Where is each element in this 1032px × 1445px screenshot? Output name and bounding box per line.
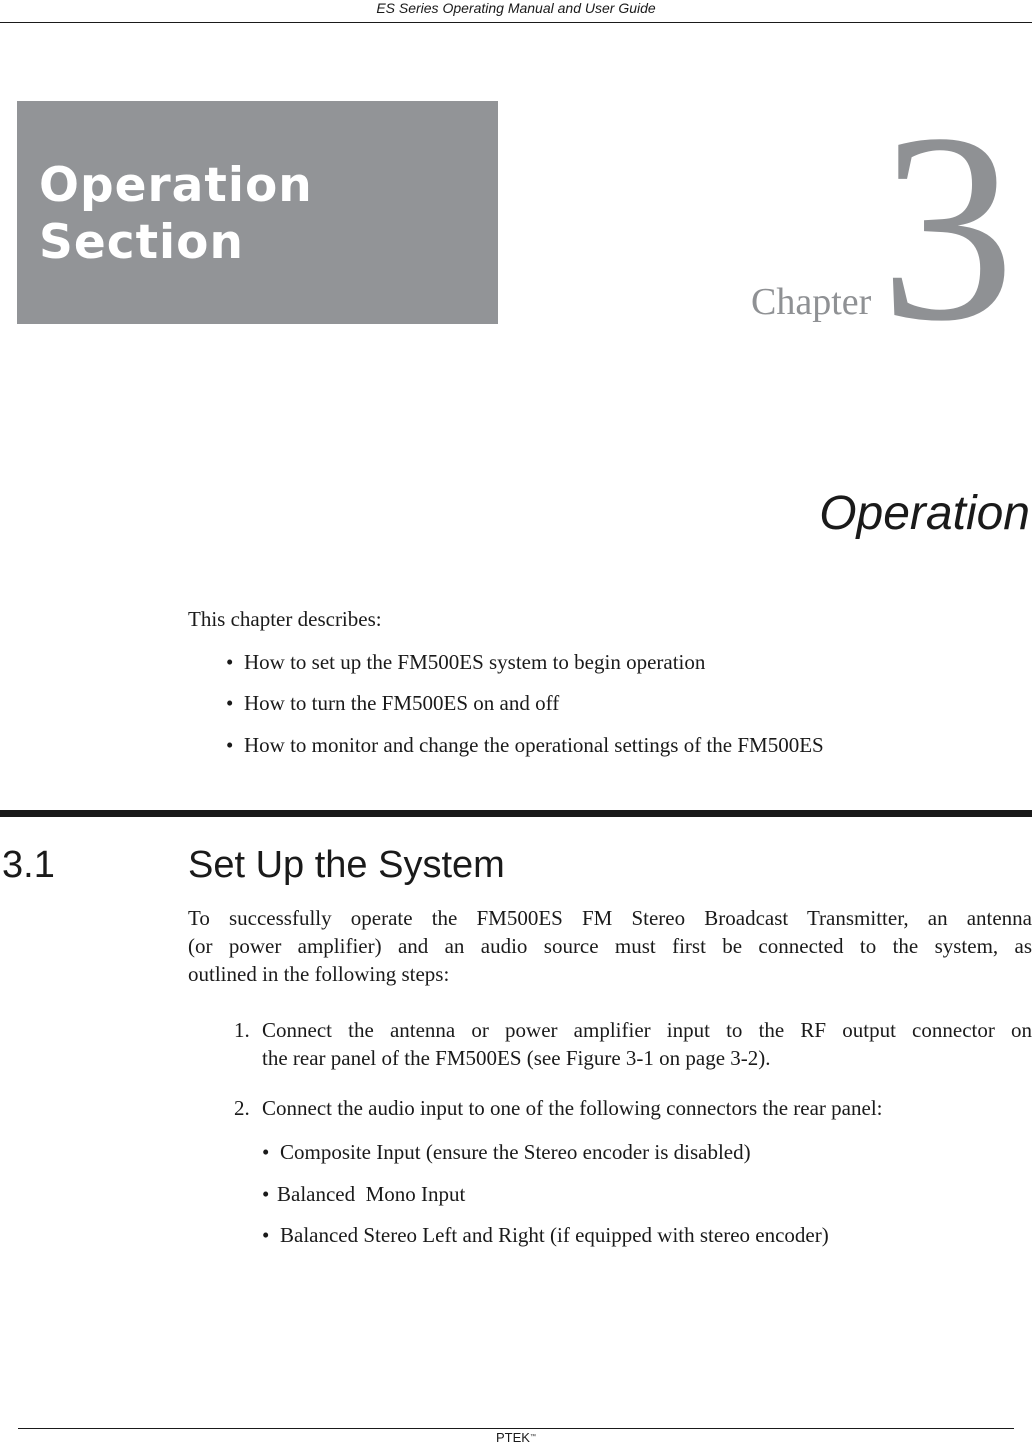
connector-bullet [262, 1221, 829, 1249]
bullet-dot: • [226, 733, 234, 757]
bullet-dot: • [262, 1140, 270, 1164]
bullet-dot: • [262, 1182, 270, 1206]
intro-bullet [226, 731, 824, 759]
connector-bullet [262, 1138, 751, 1166]
section-paragraph-line: (or power amplifier) and an audio source must first be connected to the system, as [188, 934, 1032, 958]
chapter-number: 3 [880, 78, 1015, 377]
bullet-dot: • [226, 691, 234, 715]
intro-bullet [226, 648, 705, 676]
connector-bullet-text: Balanced Stereo Left and Right (if equipped with stereo encoder) [280, 1223, 829, 1247]
connector-bullet [262, 1180, 465, 1208]
connector-bullet-text: Composite Input (ensure the Stereo encoder is disabled) [280, 1140, 751, 1164]
intro-bullet-text: How to monitor and change the operational settings of the FM500ES [244, 733, 824, 757]
section-label-box [17, 101, 498, 324]
section-paragraph-line: To successfully operate the FM500ES FM Stereo Broadcast Transmitter, an antenna [188, 906, 1032, 930]
footer-brand-name: PTEK [496, 1430, 530, 1445]
header-rule [0, 22, 1032, 23]
step-text-line: Connect the antenna or power amplifier input to the RF output connector on [262, 1018, 1032, 1042]
chapter-label: Chapter [751, 281, 872, 323]
section-label-line-2: Section [39, 215, 244, 270]
intro-bullet-text: How to turn the FM500ES on and off [244, 691, 560, 715]
intro-bullet-text: How to set up the FM500ES system to begin operation [244, 650, 706, 674]
footer-rule [18, 1428, 1014, 1429]
intro-text: This chapter describes: [188, 607, 382, 631]
section-title: Set Up the System [188, 844, 505, 886]
bullet-dot: • [226, 650, 234, 674]
connector-bullet-text: Balanced Mono Input [277, 1182, 466, 1206]
section-divider [0, 810, 1032, 817]
trademark-mark: ™ [529, 1434, 536, 1440]
bullet-dot: • [262, 1223, 270, 1247]
section-label-line-1: Operation [39, 158, 313, 213]
running-header: ES Series Operating Manual and User Guide [376, 0, 656, 16]
step-text-line: the rear panel of the FM500ES (see Figure 3-1 on page 3-2). [262, 1046, 771, 1070]
step-number: 2. [234, 1096, 250, 1120]
step-number: 1. [234, 1018, 250, 1042]
chapter-title: Operation [819, 487, 1030, 540]
intro-bullet [226, 689, 559, 717]
footer-brand [0, 1430, 1032, 1445]
section-number: 3.1 [2, 844, 55, 886]
section-paragraph-line: outlined in the following steps: [188, 962, 450, 986]
step-text-line: Connect the audio input to one of the following connectors the rear panel: [262, 1096, 883, 1120]
